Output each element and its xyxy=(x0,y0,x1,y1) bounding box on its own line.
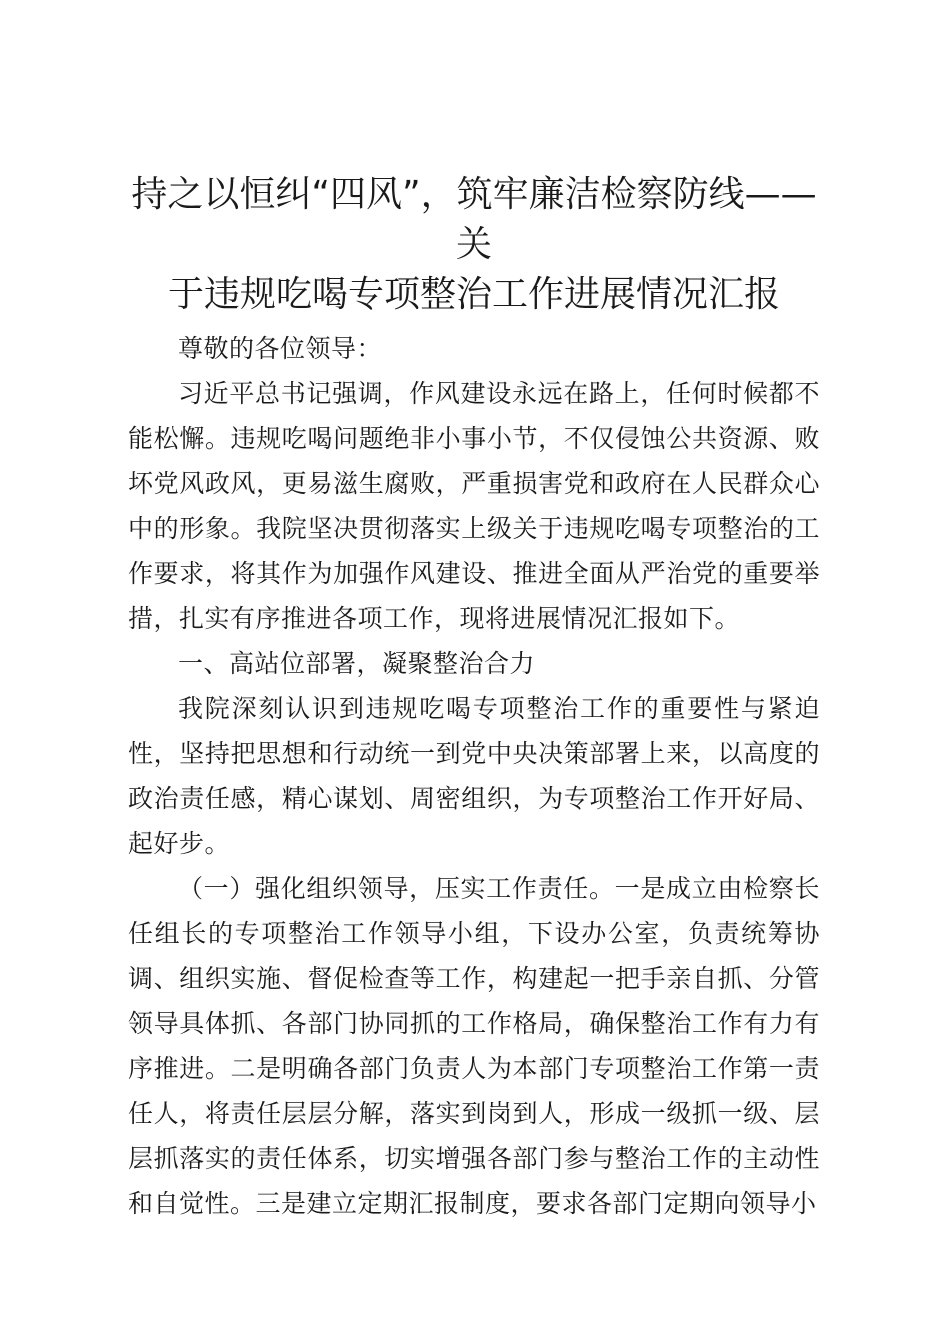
document-body xyxy=(128,170,820,1226)
document-title-line-1: 持之以恒纠“四风”，筑牢廉洁检察防线——关 xyxy=(131,174,817,265)
section-1-paragraph: 我院深刻认识到违规吃喝专项整治工作的重要性与紧迫性，坚持把思想和行动统一到党中央决策部署上来，以高度的政治责任感，精心谋划、周密组织，为专项整治工作开好局、起好步。 xyxy=(128,694,820,858)
section-heading-1: 一、高站位部署，凝聚整治合力 xyxy=(178,649,536,678)
intro-paragraph: 习近平总书记强调，作风建设永远在路上，任何时候都不能松懈。违规吃喝问题绝非小事小节，不仅侵蚀公共资源、败坏党风政风，更易滋生腐败，严重损害党和政府在人民群众心中的形象。我院坚决贯彻落实上级关于违规吃喝专项整治的工作要求，将其作为加强作风建设、推进全面从严治党的重要举措，扎实有序推进各项工作，现将进展情况汇报如下。 xyxy=(128,379,820,633)
document-title-line-2: 于违规吃喝专项整治工作进展情况汇报 xyxy=(167,274,780,315)
subsection-1-paragraph: （一）强化组织领导，压实工作责任。一是成立由检察长任组长的专项整治工作领导小组，下设办公室，负责统筹协调、组织实施、督促检查等工作，构建起一把手亲自抓、分管领导具体抓、各部门协同抓的工作格局，确保整治工作有力有序推进。二是明确各部门负责人为本部门专项整治工作第一责任人，将责任层层分解，落实到岗到人，形成一级抓一级、层层抓落实的责任体系，切实增强各部门参与整治工作的主动性和自觉性。三是建立定期汇报制度，要求各部门定期向领导小 xyxy=(128,874,820,1218)
salutation: 尊敬的各位领导： xyxy=(178,334,383,363)
